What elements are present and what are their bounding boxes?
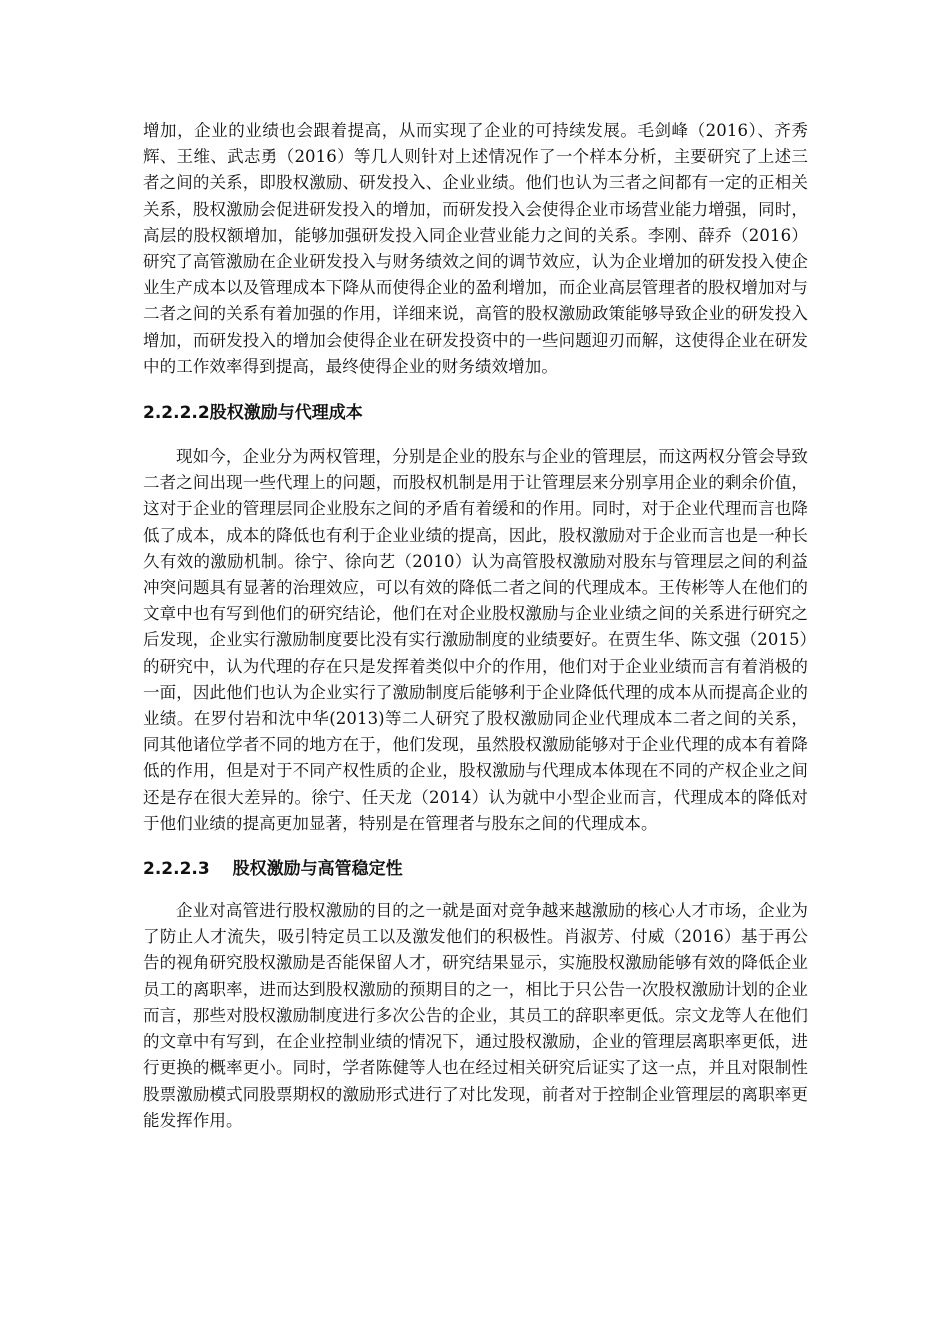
paragraph-agency-cost: 现如今，企业分为两权管理，分别是企业的股东与企业的管理层，而这两权分管会导致二者之间出现一些代理上的问题，而股权机制是用于让管理层来分别享用企业的剩余价值，这对于企业的管理层同企业股东之间的矛盾有着缓和的作用。同时，对于企业代理而言也降低了成本，成本的降低也有利于企业业绩的提高，因此，股权激励对于企业而言也是一种长久有效的激励机制。徐宁、徐向艺（2010）认为高管股权激励对股东与管理层之间的利益冲突问题具有显著的治理效应，可以有效的降低二者之间的代理成本。王传彬等人在他们的文章中也有写到他们的研究结论，他们在对企业股权激励与企业业绩之间的关系进行研究之后发现，企业实行激励制度要比没有实行激励制度的业绩要好。在贾生华、陈文强（2015）的研究中，认为代理的存在只是发挥着类似中介的作用，他们对于企业业绩而言有着消极的一面，因此他们也认为企业实行了激励制度后能够利于企业降低代理的成本从而提高企业的业绩。在罗付岩和沈中华(2013)等二人研究了股权激励同企业代理成本二者之间的关系，同其他诸位学者不同的地方在于，他们发现，虽然股权激励能够对于企业代理的成本有着降低的作用，但是对于不同产权性质的企业，股权激励与代理成本体现在不同的产权企业之间还是存在很大差异的。徐宁、任天龙（2014）认为就中小型企业而言，代理成本的降低对于他们业绩的提高更加显著，特别是在管理者与股东之间的代理成本。 [143, 447, 808, 833]
document-body [143, 118, 808, 1134]
section-heading-executive-stability: 2.2.2.3 股权激励与高管稳定性 [143, 859, 403, 880]
paragraph-rd-investment-performance: 增加，企业的业绩也会跟着提高，从而实现了企业的可持续发展。毛剑峰（2016）、齐秀辉、王维、武志勇（2016）等几人则针对上述情况作了一个样本分析，主要研究了上述三者之间的关系，即股权激励、研发投入、企业业绩。他们也认为三者之间都有一定的正相关关系，股权激励会促进研发投入的增加，而研发投入会使得企业市场营业能力增强，同时，高层的股权额增加，能够加强研发投入同企业营业能力之间的关系。李刚、薛乔（2016）研究了高管激励在企业研发投入与财务绩效之间的调节效应，认为企业增加的研发投入使企业生产成本以及管理成本下降从而使得企业的盈利增加，而企业高层管理者的股权增加对与二者之间的关系有着加强的作用，详细来说，高管的股权激励政策能够导致企业的研发投入增加，而研发投入的增加会使得企业在研发投资中的一些问题迎刃而解，这使得企业在研发中的工作效率得到提高，最终使得企业的财务绩效增加。 [143, 121, 808, 376]
section-heading-agency-cost: 2.2.2.2股权激励与代理成本 [143, 403, 363, 424]
paragraph-executive-stability: 企业对高管进行股权激励的目的之一就是面对竞争越来越激励的核心人才市场，企业为了防止人才流失，吸引特定员工以及激发他们的积极性。肖淑芳、付威（2016）基于再公告的视角研究股权激励是否能保留人才，研究结果显示，实施股权激励能够有效的降低企业员工的离职率，进而达到股权激励的预期目的之一，相比于只公告一次股权激励计划的企业而言，那些对股权激励制度进行多次公告的企业，其员工的辞职率更低。宗文龙等人在他们的文章中有写到，在企业控制业绩的情况下，通过股权激励，企业的管理层离职率更低，进行更换的概率更小。同时，学者陈健等人也在经过相关研究后证实了这一点，并且对限制性股票激励模式同股票期权的激励形式进行了对比发现，前者对于控制企业管理层的离职率更能发挥作用。 [143, 901, 808, 1130]
